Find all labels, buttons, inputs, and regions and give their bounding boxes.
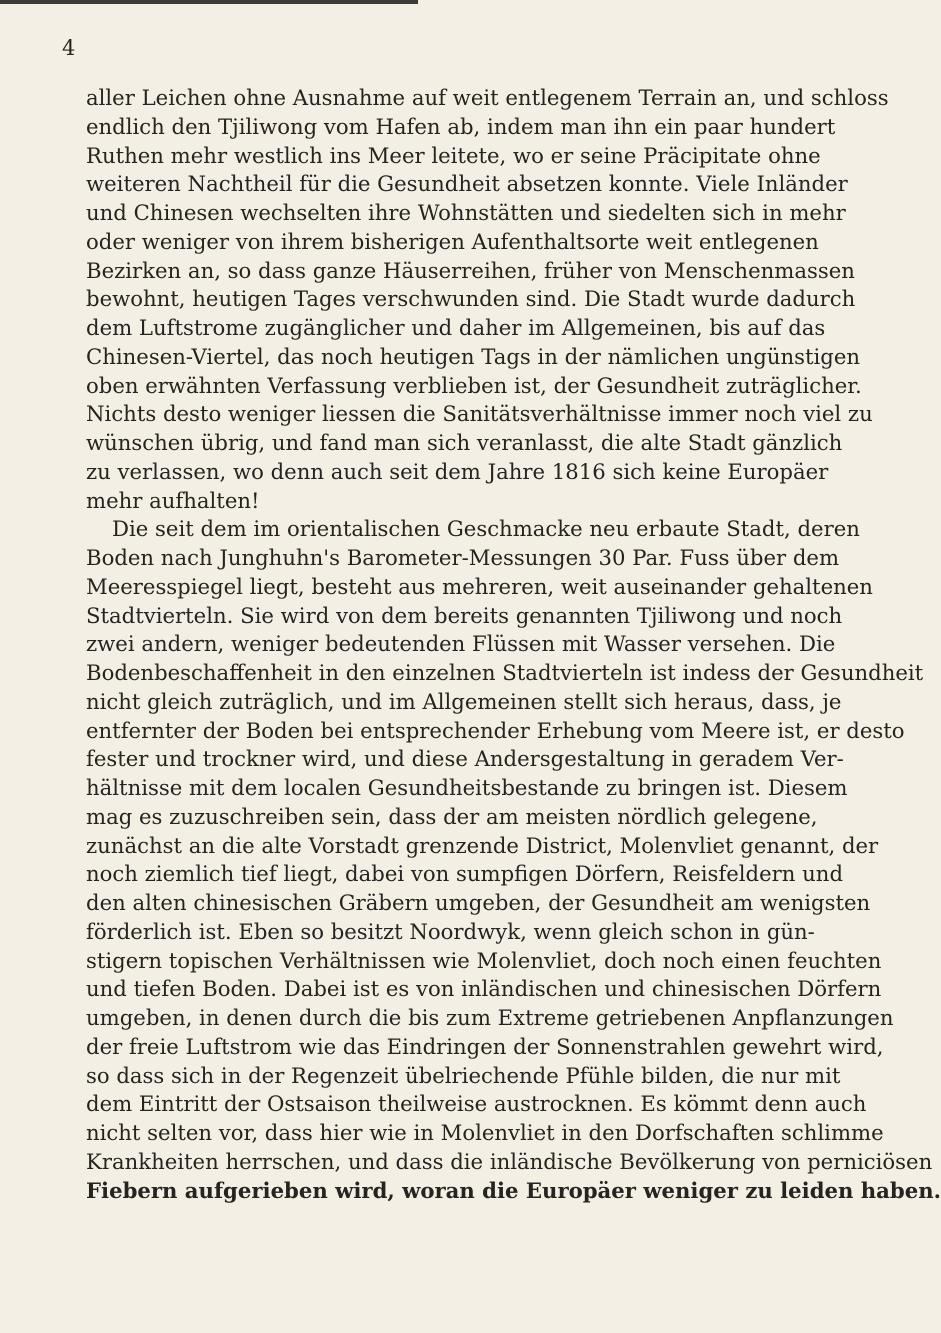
text-line: aller Leichen ohne Ausnahme auf weit entlegenem Terrain an, und schloss	[86, 85, 889, 110]
text-line: der freie Luftstrom wie das Eindringen der Sonnenstrahlen gewehrt wird,	[86, 1033, 884, 1059]
text-line: den alten chinesischen Gräbern umgeben, der Gesundheit am wenigsten	[86, 890, 871, 915]
text-line: nicht gleich zuträglich, und im Allgemeinen stellt sich heraus, dass, je	[86, 688, 842, 714]
text-line: zunächst an die alte Vorstadt grenzende District, Molenvliet genannt, der	[86, 832, 879, 858]
text-line: und tiefen Boden. Dabei ist es von inländischen und chinesischen Dörfern	[86, 976, 882, 1002]
text-line: oben erwähnten Verfassung verblieben ist, der Gesundheit zuträglicher.	[86, 372, 862, 398]
text-line: nicht selten vor, dass hier wie in Molenvliet in den Dorfschaften schlimme	[86, 1120, 884, 1145]
text-line: zwei andern, weniger bedeutenden Flüssen mit Wasser versehen. Die	[86, 631, 836, 657]
paragraph-1	[86, 84, 889, 515]
paragraph-2	[86, 515, 941, 1205]
text-line: Ruthen mehr westlich ins Meer leitete, wo er seine Präcipitate ohne	[86, 142, 821, 168]
text-line: Boden nach Junghuhn's Barometer-Messungen 30 Par. Fuss über dem	[86, 545, 840, 570]
text-line: Bezirken an, so dass ganze Häuserreihen, früher von Menschenmassen	[86, 257, 855, 283]
text-line: hältnisse mit dem localen Gesundheitsbestande zu bringen ist. Diesem	[86, 775, 848, 800]
text-line: Chinesen-Viertel, das noch heutigen Tags in der nämlichen ungünstigen	[86, 343, 861, 369]
text-line: Stadtvierteln. Sie wird von dem bereits genannten Tjiliwong und noch	[86, 602, 843, 628]
text-line: Meeresspiegel liegt, besteht aus mehreren, weit auseinander gehaltenen	[86, 573, 873, 599]
text-line: fester und trockner wird, und diese Andersgestaltung in geradem Ver-	[86, 746, 844, 772]
text-line: Die seit dem im orientalischen Geschmacke neu erbaute Stadt, deren	[112, 516, 860, 542]
text-line: weiteren Nachtheil für die Gesundheit absetzen konnte. Viele Inländer	[86, 171, 848, 197]
text-line: zu verlassen, wo denn auch seit dem Jahre 1816 sich keine Europäer	[86, 458, 829, 484]
text-line: dem Eintritt der Ostsaison theilweise austrocknen. Es kömmt denn auch	[86, 1091, 867, 1117]
text-line: und Chinesen wechselten ihre Wohnstätten und siedelten sich in mehr	[86, 200, 846, 225]
body-text	[86, 84, 941, 1205]
text-line: mehr aufhalten!	[86, 487, 260, 513]
text-line: Nichts desto weniger liessen die Sanitätsverhältnisse immer noch viel zu	[86, 401, 873, 427]
text-line: oder weniger von ihrem bisherigen Aufenthaltsorte weit entlegenen	[86, 228, 819, 254]
text-line: dem Luftstrome zugänglicher und daher im Allgemeinen, bis auf das	[86, 315, 826, 340]
text-line: Bodenbeschaffenheit in den einzelnen Stadtvierteln ist indess der Gesundheit	[86, 660, 924, 685]
text-line: mag es zuzuschreiben sein, dass der am meisten nördlich gelegene,	[86, 803, 818, 829]
text-line: bewohnt, heutigen Tages verschwunden sind. Die Stadt wurde dadurch	[86, 286, 856, 312]
text-line: noch ziemlich tief liegt, dabei von sumpfigen Dörfern, Reisfeldern und	[86, 861, 844, 887]
top-border-rule	[0, 0, 418, 4]
text-line: Krankheiten herrschen, und dass die inländische Bevölkerung von perniciösen	[86, 1148, 933, 1174]
text-line: umgeben, in denen durch die bis zum Extreme getriebenen Anpflanzungen	[86, 1005, 894, 1030]
text-line: endlich den Tjiliwong vom Hafen ab, indem man ihn ein paar hundert	[86, 113, 836, 139]
text-line: wünschen übrig, und fand man sich veranlasst, die alte Stadt gänzlich	[86, 430, 843, 455]
text-line: so dass sich in der Regenzeit übelriechende Pfühle bilden, die nur mit	[86, 1062, 841, 1088]
text-line: förderlich ist. Eben so besitzt Noordwyk, wenn gleich schon in gün-	[86, 918, 815, 944]
page-number: 4	[62, 36, 76, 60]
text-line: Fiebern aufgerieben wird, woran die Europäer weniger zu leiden haben.	[86, 1177, 941, 1203]
text-line: entfernter der Boden bei entsprechender Erhebung vom Meere ist, er desto	[86, 717, 905, 743]
text-line: stigern topischen Verhältnissen wie Molenvliet, doch noch einen feuchten	[86, 947, 882, 973]
